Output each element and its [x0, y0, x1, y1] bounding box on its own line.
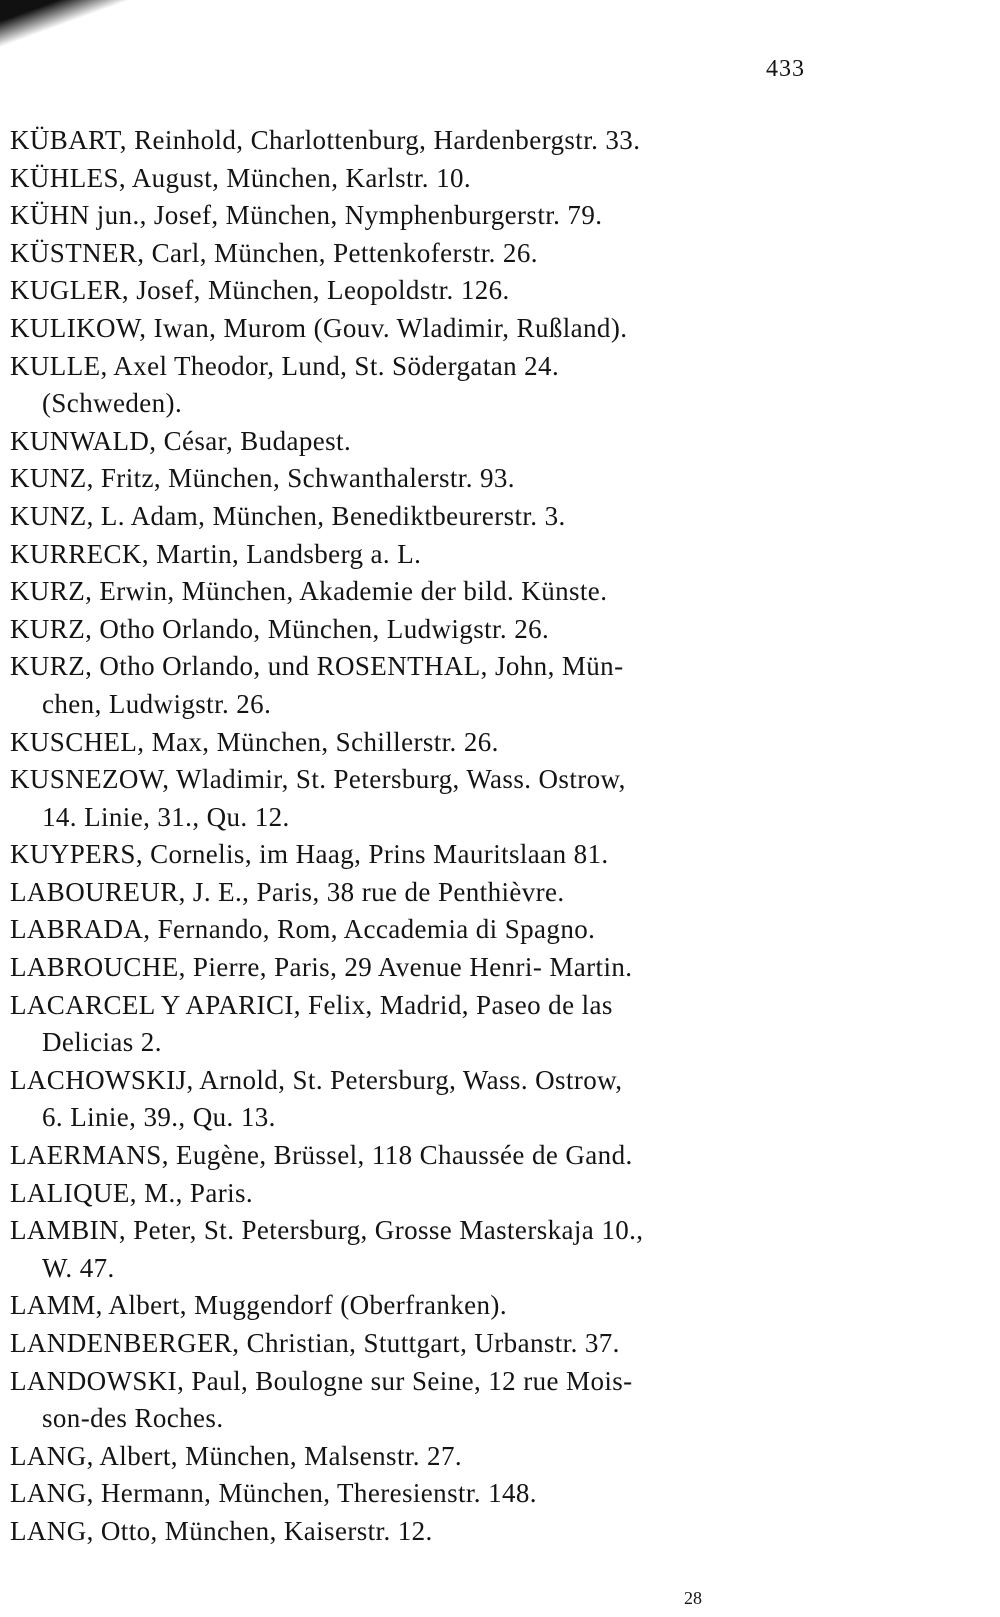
entry-line: LALIQUE, M., Paris.: [10, 1177, 254, 1208]
entry-continuation-line: (Schweden).: [42, 388, 183, 419]
entry-line: KUSNEZOW, Wladimir, St. Petersburg, Wass. Ostrow,: [10, 764, 626, 795]
entry-line: LACHOWSKIJ, Arnold, St. Petersburg, Wass. Ostrow,: [10, 1064, 623, 1095]
directory-entry: [10, 1137, 830, 1175]
page-number: 433: [766, 56, 805, 82]
directory-entry: [10, 611, 830, 649]
directory-entry: [10, 272, 830, 310]
entry-line: KULLE, Axel Theodor, Lund, St. Södergatan 24.: [10, 350, 560, 381]
directory-entry: [10, 761, 830, 836]
signature-mark: 28: [684, 1588, 702, 1608]
entry-line: KURZ, Otho Orlando, und ROSENTHAL, John, Mün-: [10, 651, 624, 682]
entry-line: LAERMANS, Eugène, Brüssel, 118 Chaussée de Gand.: [10, 1140, 633, 1171]
entry-continuation-line: W. 47.: [42, 1252, 115, 1283]
entry-line: KURRECK, Martin, Landsberg a. L.: [10, 538, 422, 569]
directory-entry: [10, 1325, 830, 1363]
entry-line: KÜHN jun., Josef, München, Nymphenburgerstr. 79.: [10, 200, 603, 231]
entry-line: LANG, Otto, München, Kaiserstr. 12.: [10, 1515, 433, 1546]
directory-entry: [10, 1438, 830, 1476]
entry-line: LAMM, Albert, Muggendorf (Oberfranken).: [10, 1290, 507, 1321]
entry-line: KUGLER, Josef, München, Leopoldstr. 126.: [10, 275, 510, 306]
entry-continuation-line: Delicias 2.: [42, 1027, 162, 1058]
directory-entry: [10, 911, 830, 949]
directory-entry: [10, 122, 830, 160]
directory-entry: [10, 536, 830, 574]
directory-entry: [10, 1363, 830, 1438]
entry-line: KUNWALD, César, Budapest.: [10, 425, 352, 456]
directory-entry: [10, 423, 830, 461]
entry-line: KURZ, Otho Orlando, München, Ludwigstr. 26.: [10, 613, 550, 644]
directory-entry: [10, 1475, 830, 1513]
entry-continuation-line: 14. Linie, 31., Qu. 12.: [42, 801, 290, 832]
directory-entry: [10, 460, 830, 498]
directory-entry: [10, 1212, 830, 1287]
directory-entry: [10, 949, 830, 987]
directory-entry: [10, 1062, 830, 1137]
directory-entry: [10, 573, 830, 611]
entry-line: KURZ, Erwin, München, Akademie der bild. Künste.: [10, 576, 608, 607]
entry-line: LABROUCHE, Pierre, Paris, 29 Avenue Henri- Martin.: [10, 952, 633, 983]
entry-line: LACARCEL Y APARICI, Felix, Madrid, Paseo de las: [10, 989, 613, 1020]
entry-line: KULIKOW, Iwan, Murom (Gouv. Wladimir, Rußland).: [10, 312, 628, 343]
directory-entry: [10, 1287, 830, 1325]
entry-line: LANG, Albert, München, Malsenstr. 27.: [10, 1440, 462, 1471]
directory-entry: [10, 498, 830, 536]
directory-entry: [10, 310, 830, 348]
entry-line: LABRADA, Fernando, Rom, Accademia di Spagno.: [10, 914, 596, 945]
entry-line: LANDOWSKI, Paul, Boulogne sur Seine, 12 rue Mois-: [10, 1365, 633, 1396]
entry-continuation-line: son-des Roches.: [42, 1403, 224, 1434]
directory-entry: [10, 1175, 830, 1213]
directory-entry: [10, 987, 830, 1062]
entry-continuation-line: 6. Linie, 39., Qu. 13.: [42, 1102, 276, 1133]
entry-line: KÜHLES, August, München, Karlstr. 10.: [10, 162, 472, 193]
entry-line: LABOUREUR, J. E., Paris, 38 rue de Penthièvre.: [10, 876, 565, 907]
entry-line: KÜBART, Reinhold, Charlottenburg, Hardenbergstr. 33.: [10, 125, 641, 155]
directory-entry: [10, 836, 830, 874]
directory-entry: [10, 160, 830, 198]
directory-entry: [10, 197, 830, 235]
directory-entry: [10, 1513, 830, 1551]
entry-line: LANG, Hermann, München, Theresienstr. 148.: [10, 1478, 537, 1509]
directory-list: [10, 122, 830, 1551]
directory-entry: [10, 348, 830, 423]
entry-continuation-line: chen, Ludwigstr. 26.: [42, 688, 272, 719]
entry-line: KUNZ, L. Adam, München, Benediktbeurerstr. 3.: [10, 500, 566, 531]
scan-corner-shadow: [0, 0, 160, 60]
entry-line: KÜSTNER, Carl, München, Pettenkoferstr. 26.: [10, 237, 538, 268]
directory-entry: [10, 874, 830, 912]
entry-line: LAMBIN, Peter, St. Petersburg, Grosse Masterskaja 10.,: [10, 1215, 644, 1246]
entry-line: LANDENBERGER, Christian, Stuttgart, Urbanstr. 37.: [10, 1328, 620, 1358]
entry-line: KUSCHEL, Max, München, Schillerstr. 26.: [10, 726, 499, 757]
directory-entry: [10, 724, 830, 762]
directory-entry: [10, 235, 830, 273]
directory-entry: [10, 648, 830, 723]
entry-line: KUNZ, Fritz, München, Schwanthalerstr. 93.: [10, 463, 515, 494]
entry-line: KUYPERS, Cornelis, im Haag, Prins Mauritslaan 81.: [10, 839, 609, 870]
